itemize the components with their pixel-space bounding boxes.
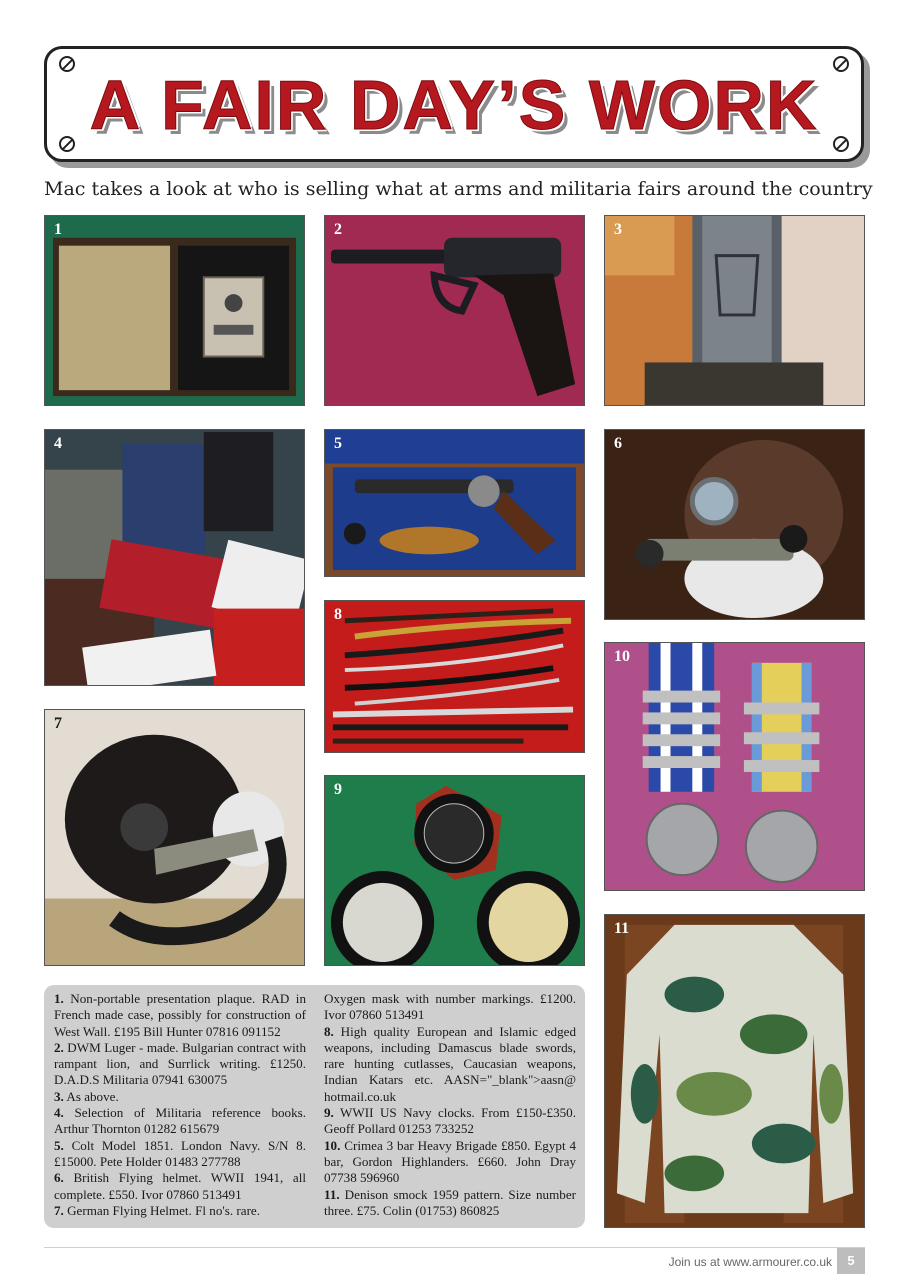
photo-number: 2 [334, 221, 342, 238]
luger-pistol-icon [325, 216, 584, 405]
photo-number: 4 [54, 435, 62, 452]
page-subtitle: Mac takes a look at who is selling what at arms and militaria fairs around the country [44, 178, 873, 200]
photo-number: 9 [334, 781, 342, 798]
photo-2 [324, 215, 585, 406]
photo-6 [604, 429, 865, 620]
flying-helmet-icon [605, 430, 864, 619]
caption-8: 8. High quality European and Islamic edged weapons, including Damascus blade swords, rare hunting cutlasses, Caucasian weapons, Indian Katars etc. AASN="_blank">aasn@ hotmail.co.uk [324, 1023, 576, 1104]
photo-9 [324, 775, 585, 966]
reference-books-icon [45, 430, 304, 685]
photo-3 [604, 215, 865, 406]
captions-box [44, 985, 585, 1228]
medals-icon [605, 643, 864, 890]
footer-website[interactable]: Join us at www.armourer.co.uk [668, 1255, 832, 1269]
caption-1: 1. Non-portable presentation plaque. RAD in French made case, possibly for construction of West Wall. £195 Bill Hunter 07816 091152 [54, 991, 306, 1039]
title-banner [44, 46, 864, 162]
caption-5: 5. Colt Model 1851. London Navy. S/N 8. £15000. Pete Holder 01483 277788 [54, 1137, 306, 1169]
photo-number: 11 [614, 920, 630, 937]
navy-clocks-icon [325, 776, 584, 965]
caption-2: 2. DWM Luger - made. Bulgarian contract with rampant lion, and Surrlick writing. £1250. D.A.D.S Militaria 07941 630075 [54, 1039, 306, 1088]
page-title: A FAIR DAY’S WORK [89, 66, 819, 144]
caption-9: 9. WWII US Navy clocks. From £150-£350. Geoff Pollard 01253 733252 [324, 1105, 576, 1137]
lion-marking-icon [605, 216, 864, 405]
photo-number: 7 [54, 715, 62, 732]
flying-helmet-oxygen-mask-icon [45, 710, 304, 965]
photo-number: 3 [614, 221, 622, 238]
denison-smock-icon [605, 915, 864, 1227]
photo-number: 6 [614, 435, 622, 452]
photo-11 [604, 914, 865, 1228]
caption-10: 10. Crimea 3 bar Heavy Brigade £850. Egypt 4 bar, Gordon Highlanders. £660. John Dray 07738 596960 [324, 1137, 576, 1186]
caption-7: 7. German Flying Helmet. Fl no's. rare. [54, 1202, 261, 1218]
photo-number: 5 [334, 435, 342, 452]
photo-number: 10 [614, 648, 630, 665]
photo-4 [44, 429, 305, 686]
presentation-plaque-icon [45, 216, 304, 405]
colt-revolver-case-icon [325, 430, 584, 576]
photo-8 [324, 600, 585, 753]
edged-weapons-icon [325, 601, 584, 752]
photo-number: 1 [54, 221, 62, 238]
footer-divider [44, 1247, 865, 1248]
photo-10 [604, 642, 865, 891]
caption-3: 3. As above. [54, 1088, 119, 1104]
captions-column-right [324, 991, 576, 1219]
caption-4: 4. Selection of Militaria reference books. Arthur Thornton 01282 615679 [54, 1105, 306, 1137]
page-number: 5 [837, 1248, 865, 1274]
caption-6: 6. British Flying helmet. WWII 1941, all complete. £550. Ivor 07860 513491 [54, 1170, 306, 1202]
caption-7-continued: Oxygen mask with number markings. £1200. Ivor 07860 513491 [324, 991, 576, 1023]
photo-5 [324, 429, 585, 577]
caption-11: 11. Denison smock 1959 pattern. Size number three. £75. Colin (01753) 860825 [324, 1186, 576, 1218]
photo-1 [44, 215, 305, 406]
captions-column-left [54, 991, 306, 1219]
photo-7 [44, 709, 305, 966]
photo-number: 8 [334, 606, 342, 623]
